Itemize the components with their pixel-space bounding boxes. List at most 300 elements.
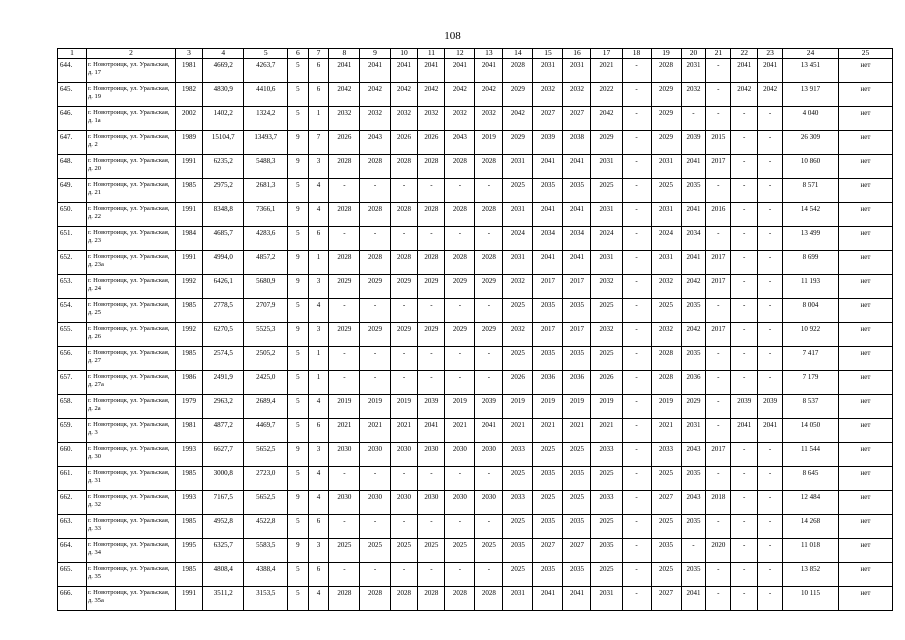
table-cell: 2031 (651, 251, 681, 275)
table-cell: 8 537 (783, 395, 839, 419)
table-cell: - (622, 539, 651, 563)
table-cell: 2017 (563, 275, 591, 299)
table-cell: 2017 (706, 275, 731, 299)
table-cell: 2041 (329, 59, 360, 83)
table-cell: 1985 (176, 563, 203, 587)
table-cell: 2032 (591, 323, 622, 347)
address-cell: г. Новотроицк, ул. Уральская, д. 20 (87, 155, 176, 179)
table-cell: 2025 (390, 539, 418, 563)
table-cell: 10 860 (783, 155, 839, 179)
table-cell: 1989 (176, 131, 203, 155)
table-cell: 11 193 (783, 275, 839, 299)
table-cell: 2029 (681, 395, 706, 419)
table-cell: - (706, 59, 731, 83)
table-row (58, 227, 893, 251)
table-cell: 2035 (681, 515, 706, 539)
table-cell: нет (838, 227, 892, 251)
table-cell: 2024 (651, 227, 681, 251)
table-cell: 2030 (475, 491, 503, 515)
row-number-cell: 661. (58, 467, 87, 491)
table-cell: 2041 (563, 203, 591, 227)
table-cell: 2035 (681, 467, 706, 491)
table-cell: 2025 (503, 515, 533, 539)
table-cell: - (418, 227, 445, 251)
table-cell: 2963,2 (203, 395, 244, 419)
column-header: 15 (533, 49, 563, 59)
table-cell: - (418, 371, 445, 395)
table-cell: 4 (308, 587, 329, 611)
table-cell: - (329, 563, 360, 587)
table-cell: 4685,7 (203, 227, 244, 251)
table-cell: 2028 (651, 347, 681, 371)
table-cell: - (706, 299, 731, 323)
table-cell: 2041 (475, 419, 503, 443)
table-cell: - (622, 587, 651, 611)
column-header: 3 (176, 49, 203, 59)
table-cell: 14 542 (783, 203, 839, 227)
table-cell: 1992 (176, 275, 203, 299)
column-header: 17 (591, 49, 622, 59)
table-cell: 2032 (591, 275, 622, 299)
table-cell: 2029 (651, 107, 681, 131)
column-header: 21 (706, 49, 731, 59)
table-cell: 2025 (533, 491, 563, 515)
address-cell: г. Новотроицк, ул. Уральская, д. 34 (87, 539, 176, 563)
table-cell: 2026 (503, 371, 533, 395)
table-cell: 2019 (563, 395, 591, 419)
table-cell: 2425,0 (244, 371, 288, 395)
table-cell: - (418, 563, 445, 587)
table-cell: 4469,7 (244, 419, 288, 443)
table-cell: - (622, 371, 651, 395)
table-cell: 2016 (706, 203, 731, 227)
table-cell: 2035 (533, 515, 563, 539)
table-cell: 2027 (533, 539, 563, 563)
table-cell: 2022 (591, 83, 622, 107)
table-cell: - (731, 467, 758, 491)
address-cell: г. Новотроицк, ул. Уральская, д. 21 (87, 179, 176, 203)
table-cell: 2043 (360, 131, 390, 155)
table-cell: 2028 (390, 155, 418, 179)
table-cell: 2033 (503, 491, 533, 515)
table-cell: 2031 (503, 155, 533, 179)
table-cell: 2036 (533, 371, 563, 395)
table-cell: - (329, 227, 360, 251)
table-cell: - (445, 515, 475, 539)
table-cell: 2029 (503, 83, 533, 107)
table-cell: - (706, 587, 731, 611)
table-cell: 2028 (475, 251, 503, 275)
table-row (58, 347, 893, 371)
table-cell: 2031 (503, 587, 533, 611)
row-number-cell: 663. (58, 515, 87, 539)
table-cell: 2025 (445, 539, 475, 563)
table-cell: 2029 (445, 275, 475, 299)
table-cell: - (731, 131, 758, 155)
table-cell: 2043 (681, 491, 706, 515)
table-cell: 2030 (360, 443, 390, 467)
row-number-cell: 648. (58, 155, 87, 179)
table-cell: 2021 (390, 419, 418, 443)
table-cell: - (622, 443, 651, 467)
table-cell: 1985 (176, 299, 203, 323)
table-cell: нет (838, 83, 892, 107)
table-cell: 26 309 (783, 131, 839, 155)
table-cell: 1 (308, 251, 329, 275)
table-cell: 5 (287, 179, 308, 203)
column-header: 5 (244, 49, 288, 59)
table-cell: - (758, 371, 783, 395)
table-cell: 2681,3 (244, 179, 288, 203)
table-cell: 2036 (563, 371, 591, 395)
table-cell: 2041 (681, 203, 706, 227)
table-cell: 2042 (418, 83, 445, 107)
table-cell: нет (838, 539, 892, 563)
table-cell: - (706, 371, 731, 395)
row-number-cell: 666. (58, 587, 87, 611)
table-cell: 9 (287, 491, 308, 515)
table-cell: 1992 (176, 323, 203, 347)
table-cell: - (445, 179, 475, 203)
table-cell: 2041 (418, 59, 445, 83)
table-cell: - (475, 467, 503, 491)
table-cell: - (731, 443, 758, 467)
table-cell: 2032 (360, 107, 390, 131)
table-cell: 2024 (503, 227, 533, 251)
table-cell: 2025 (591, 515, 622, 539)
table-cell: нет (838, 107, 892, 131)
table-cell: - (445, 347, 475, 371)
table-cell: 2018 (706, 491, 731, 515)
table-cell: 2042 (591, 107, 622, 131)
table-cell: - (329, 467, 360, 491)
table-cell: - (418, 179, 445, 203)
table-cell: - (622, 347, 651, 371)
table-cell: нет (838, 251, 892, 275)
address-cell: г. Новотроицк, ул. Уральская, д. 23 (87, 227, 176, 251)
table-cell: нет (838, 515, 892, 539)
table-cell: 2019 (591, 395, 622, 419)
table-cell: 1402,2 (203, 107, 244, 131)
table-cell: 9 (287, 443, 308, 467)
table-cell: 2021 (591, 419, 622, 443)
table-cell: - (475, 563, 503, 587)
table-cell: - (622, 515, 651, 539)
table-cell: 1991 (176, 203, 203, 227)
table-cell: 2029 (360, 323, 390, 347)
table-cell: 2028 (360, 155, 390, 179)
table-cell: 2043 (445, 131, 475, 155)
address-cell: г. Новотроицк, ул. Уральская, д. 24 (87, 275, 176, 299)
table-cell: 2029 (418, 275, 445, 299)
table-row (58, 371, 893, 395)
table-cell: 2041 (445, 59, 475, 83)
table-cell: - (360, 299, 390, 323)
table-cell: 5 (287, 347, 308, 371)
table-cell: 2026 (418, 131, 445, 155)
table-cell: 2042 (475, 83, 503, 107)
table-cell: 2031 (681, 419, 706, 443)
table-cell: 2041 (681, 587, 706, 611)
table-cell: 2035 (591, 539, 622, 563)
table-cell: - (622, 59, 651, 83)
table-cell: - (706, 467, 731, 491)
table-cell: 2723,0 (244, 467, 288, 491)
table-cell: - (731, 539, 758, 563)
table-cell: 2491,9 (203, 371, 244, 395)
table-cell: - (360, 371, 390, 395)
table-cell: 1981 (176, 59, 203, 83)
table-cell: 2029 (475, 275, 503, 299)
table-cell: 4522,8 (244, 515, 288, 539)
table-cell: 1981 (176, 419, 203, 443)
table-cell: 2031 (591, 587, 622, 611)
table-cell: - (475, 371, 503, 395)
table-cell: 2028 (445, 587, 475, 611)
address-cell: г. Новотроицк, ул. Уральская, д. 35а (87, 587, 176, 611)
row-number-cell: 645. (58, 83, 87, 107)
table-cell: 2025 (651, 563, 681, 587)
table-row (58, 587, 893, 611)
table-cell: 2035 (563, 515, 591, 539)
table-cell: 2021 (445, 419, 475, 443)
table-cell: - (475, 515, 503, 539)
table-cell: - (706, 515, 731, 539)
table-cell: 5 (287, 59, 308, 83)
table-cell: 1993 (176, 491, 203, 515)
table-cell: - (731, 227, 758, 251)
table-cell: 2034 (563, 227, 591, 251)
address-cell: г. Новотроицк, ул. Уральская, д. 25 (87, 299, 176, 323)
table-cell: 2029 (418, 323, 445, 347)
table-cell: - (445, 227, 475, 251)
row-number-cell: 662. (58, 491, 87, 515)
table-row (58, 107, 893, 131)
table-cell: - (390, 371, 418, 395)
table-cell: 2042 (445, 83, 475, 107)
table-cell: 2031 (563, 59, 591, 83)
table-cell: 6 (308, 59, 329, 83)
table-cell: 2026 (329, 131, 360, 155)
table-cell: 2028 (418, 203, 445, 227)
table-cell: 2035 (563, 467, 591, 491)
table-cell: 2025 (651, 299, 681, 323)
table-cell: 5652,5 (244, 443, 288, 467)
table-cell: - (360, 227, 390, 251)
address-cell: г. Новотроицк, ул. Уральская, д. 31 (87, 467, 176, 491)
table-cell: 2042 (681, 275, 706, 299)
table-cell: - (622, 107, 651, 131)
table-cell: 10 922 (783, 323, 839, 347)
table-cell: - (706, 347, 731, 371)
table-cell: - (329, 299, 360, 323)
table-cell: - (622, 203, 651, 227)
table-cell: 2028 (418, 587, 445, 611)
table-row (58, 179, 893, 203)
column-header: 24 (783, 49, 839, 59)
table-row (58, 563, 893, 587)
table-cell: 4669,2 (203, 59, 244, 83)
table-cell: - (475, 347, 503, 371)
table-cell: 1995 (176, 539, 203, 563)
table-cell: 1 (308, 107, 329, 131)
table-cell: - (475, 299, 503, 323)
table-cell: 2021 (533, 419, 563, 443)
table-cell: - (622, 467, 651, 491)
table-cell: 13 499 (783, 227, 839, 251)
table-cell: 2019 (360, 395, 390, 419)
table-cell: 2035 (533, 563, 563, 587)
table-cell: 2028 (329, 587, 360, 611)
table-cell: 2031 (591, 203, 622, 227)
address-cell: г. Новотроицк, ул. Уральская, д. 35 (87, 563, 176, 587)
table-cell: 2041 (758, 59, 783, 83)
table-cell: 2025 (651, 467, 681, 491)
table-cell: - (706, 107, 731, 131)
table-cell: - (622, 491, 651, 515)
table-cell: нет (838, 371, 892, 395)
table-cell: 2035 (563, 563, 591, 587)
table-cell: - (622, 419, 651, 443)
table-cell: - (731, 179, 758, 203)
table-cell: 1993 (176, 443, 203, 467)
table-cell: 5 (287, 227, 308, 251)
table-cell: 2017 (706, 155, 731, 179)
table-cell: 2032 (445, 107, 475, 131)
address-cell: г. Новотроицк, ул. Уральская, д. 30 (87, 443, 176, 467)
table-cell: 2031 (533, 59, 563, 83)
table-cell: - (360, 563, 390, 587)
table-cell: 2028 (475, 587, 503, 611)
table-cell: - (390, 515, 418, 539)
table-cell: - (360, 515, 390, 539)
table-cell: 2030 (360, 491, 390, 515)
table-cell: 3 (308, 275, 329, 299)
table-cell: - (475, 227, 503, 251)
table-cell: 2027 (651, 587, 681, 611)
table-cell: 2021 (651, 419, 681, 443)
table-cell: 14 050 (783, 419, 839, 443)
table-cell: 2030 (390, 443, 418, 467)
address-cell: г. Новотроицк, ул. Уральская, д. 1а (87, 107, 176, 131)
table-cell: 2042 (390, 83, 418, 107)
table-cell: нет (838, 587, 892, 611)
table-cell: нет (838, 347, 892, 371)
table-cell: 2041 (758, 419, 783, 443)
table-cell: 2041 (360, 59, 390, 83)
table-cell: 14 268 (783, 515, 839, 539)
column-header: 7 (308, 49, 329, 59)
table-cell: - (758, 179, 783, 203)
table-cell: нет (838, 59, 892, 83)
table-cell: - (758, 107, 783, 131)
table-cell: - (681, 539, 706, 563)
table-cell: 2031 (651, 203, 681, 227)
row-number-cell: 644. (58, 59, 87, 83)
column-header: 2 (87, 49, 176, 59)
table-cell: 7 179 (783, 371, 839, 395)
table-cell: 4 (308, 203, 329, 227)
table-cell: - (758, 203, 783, 227)
table-cell: 2030 (390, 491, 418, 515)
table-cell: - (329, 515, 360, 539)
row-number-cell: 653. (58, 275, 87, 299)
table-cell: нет (838, 491, 892, 515)
table-cell: - (758, 299, 783, 323)
table-cell: 1985 (176, 515, 203, 539)
table-cell: - (445, 299, 475, 323)
table-cell: 6325,7 (203, 539, 244, 563)
table-cell: 2028 (445, 251, 475, 275)
table-cell: 2041 (533, 203, 563, 227)
table-cell: - (360, 347, 390, 371)
table-cell: 2029 (475, 323, 503, 347)
table-cell: 2025 (591, 563, 622, 587)
table-cell: 2025 (329, 539, 360, 563)
table-cell: - (758, 467, 783, 491)
table-cell: - (731, 155, 758, 179)
table-cell: 10 115 (783, 587, 839, 611)
table-cell: 2028 (445, 203, 475, 227)
table-cell: 2028 (329, 203, 360, 227)
table-cell: - (758, 443, 783, 467)
table-cell: 2032 (503, 323, 533, 347)
table-cell: 2034 (681, 227, 706, 251)
address-cell: г. Новотроицк, ул. Уральская, д. 19 (87, 83, 176, 107)
table-cell: - (758, 131, 783, 155)
table-cell: нет (838, 323, 892, 347)
table-cell: - (329, 347, 360, 371)
table-cell: 2032 (390, 107, 418, 131)
table-cell: - (622, 131, 651, 155)
table-cell: 4877,2 (203, 419, 244, 443)
table-cell: 2024 (591, 227, 622, 251)
table-cell: 2025 (591, 179, 622, 203)
table-cell: 8 645 (783, 467, 839, 491)
table-cell: - (418, 299, 445, 323)
table-cell: 2027 (563, 539, 591, 563)
table-cell: 3153,5 (244, 587, 288, 611)
table-cell: 1 (308, 371, 329, 395)
table-cell: 2030 (329, 443, 360, 467)
table-cell: 2975,2 (203, 179, 244, 203)
table-cell: - (706, 179, 731, 203)
table-cell: 2032 (329, 107, 360, 131)
table-cell: 2032 (475, 107, 503, 131)
row-number-cell: 664. (58, 539, 87, 563)
table-cell: 2027 (651, 491, 681, 515)
row-number-cell: 655. (58, 323, 87, 347)
table-cell: 5652,5 (244, 491, 288, 515)
table-cell: - (445, 563, 475, 587)
table-cell: - (758, 323, 783, 347)
address-cell: г. Новотроицк, ул. Уральская, д. 3 (87, 419, 176, 443)
table-cell: 2029 (329, 275, 360, 299)
table-cell: - (731, 371, 758, 395)
row-number-cell: 646. (58, 107, 87, 131)
table-cell: 4388,4 (244, 563, 288, 587)
table-cell: - (731, 107, 758, 131)
table-cell: 2029 (390, 323, 418, 347)
table-cell: 2041 (731, 59, 758, 83)
table-cell: 2026 (390, 131, 418, 155)
table-cell: 2042 (503, 107, 533, 131)
table-cell: 2042 (758, 83, 783, 107)
table-cell: 2025 (475, 539, 503, 563)
table-cell: 8 699 (783, 251, 839, 275)
table-cell: 2030 (475, 443, 503, 467)
table-cell: 5 (287, 83, 308, 107)
